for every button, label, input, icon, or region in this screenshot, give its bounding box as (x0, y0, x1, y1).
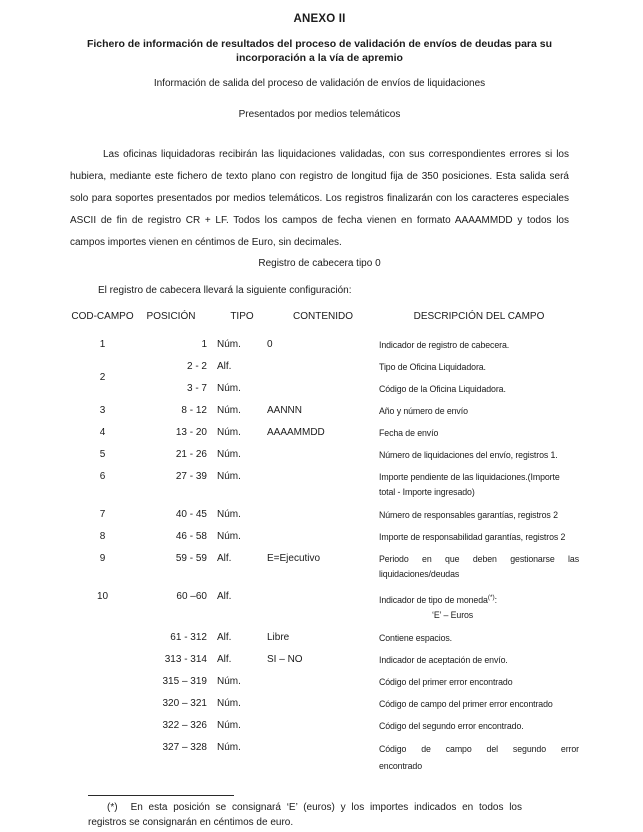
desc-line1: Importe pendiente de las liquidaciones.(Importe (379, 472, 560, 482)
header-cod-campo: COD-CAMPO (71, 311, 134, 322)
cell-cod: 3 (99, 405, 106, 416)
table-row (70, 530, 569, 544)
cell-desc: Número de responsables garantías, registros 2 (379, 510, 558, 520)
desc-text: Indicador de tipo de moneda (379, 595, 488, 605)
cell-cont (267, 530, 379, 544)
cell-desc: Importe de responsabilidad garantías, registros 2 (379, 532, 566, 542)
cell-cont (267, 470, 379, 500)
cell-tipo: Núm. (217, 471, 241, 482)
table-row (70, 508, 569, 522)
cell-cont: Libre (267, 632, 290, 643)
cell-cont: 0 (267, 339, 273, 350)
cell-pos: 313 - 314 (164, 654, 207, 665)
cell-pos: 46 - 58 (175, 531, 207, 542)
cell-cont: AANNN (267, 405, 303, 416)
cell-pos: 27 - 39 (175, 471, 207, 482)
cell-pos: 327 – 328 (162, 742, 207, 753)
cell-cont (267, 675, 379, 689)
desc-colon: : (494, 595, 498, 605)
cell-cont (267, 382, 379, 396)
cell-pos: 8 - 12 (181, 405, 207, 416)
cell-cod (70, 741, 135, 775)
cell-desc: Número de liquidaciones del envío, registros 1. (379, 450, 558, 460)
cell-pos: 322 – 326 (162, 720, 207, 731)
cell-desc (379, 470, 579, 500)
section-title: Registro de cabecera tipo 0 (258, 258, 381, 269)
annex-title: ANEXO II (293, 13, 346, 25)
cell-tipo: Núm. (217, 676, 241, 687)
cell-desc (379, 590, 579, 623)
config-intro: El registro de cabecera llevará la siguiente configuración: (98, 285, 352, 296)
cell-tipo: Alf. (217, 632, 232, 643)
cell-desc: Indicador de aceptación de envío. (379, 655, 508, 665)
cell-cod: 10 (96, 591, 109, 602)
footnote-rule (88, 795, 234, 796)
cell-tipo: Núm. (217, 742, 241, 753)
cell-tipo: Núm. (217, 427, 241, 438)
table-row (70, 470, 569, 500)
cell-pos: 315 – 319 (162, 676, 207, 687)
cell-tipo: Núm. (217, 449, 241, 460)
cell-cod: 6 (99, 471, 106, 482)
cell-cod: 4 (99, 427, 106, 438)
desc-line2: encontrado (379, 761, 423, 771)
table-row (70, 426, 569, 440)
cell-pos: 3 - 7 (186, 383, 207, 394)
footnote-text (88, 800, 522, 830)
cell-pos: 40 - 45 (175, 509, 207, 520)
cell-desc (379, 552, 579, 582)
desc-line2: liquidaciones/deudas (379, 569, 460, 579)
document-title: Fichero de información de resultados del proceso de validación de envíos de deudas para su incorporación a la vía de apremio (86, 38, 553, 64)
cell-desc: Indicador de registro de cabecera. (379, 340, 510, 350)
cell-tipo: Núm. (217, 531, 241, 542)
intro-paragraph: Las oficinas liquidadoras recibirán las liquidaciones validadas, con sus correspondientes errores si los hubiera, mediante este fichero de texto plano con registro de longitud fija de 350 posiciones. Esta salida será solo para soportes presentados por medios telemáticos. Los registros finalizarán con los caracteres especiales ASCII de fin de registro CR + LF. Todos los campos de fecha vienen en formato AAAAMMDD y todos los campos importes vienen en céntimos de Euro, sin decimales. (70, 149, 569, 248)
subtitle-channel: Presentados por medios telemáticos (238, 109, 401, 120)
records-table (70, 310, 579, 775)
footnote (70, 795, 569, 830)
cell-desc: Código del segundo error encontrado. (379, 721, 524, 731)
header-contenido: CONTENIDO (293, 311, 353, 322)
cell-cont (267, 697, 379, 711)
table-subrow (135, 360, 579, 374)
cell-cod (70, 675, 135, 689)
cell-pos: 13 - 20 (175, 427, 207, 438)
cell-cont (267, 508, 379, 522)
cell-pos: 2 - 2 (186, 361, 207, 372)
cell-tipo: Alf. (217, 654, 232, 665)
cell-tipo: Núm. (217, 720, 241, 731)
cell-cod: 2 (99, 372, 106, 383)
cell-pos: 1 (201, 339, 207, 350)
cell-cont (267, 360, 379, 374)
cell-pos: 21 - 26 (175, 449, 207, 460)
cell-cod (70, 631, 135, 645)
cell-cod: 7 (99, 509, 106, 520)
desc-line2: ‘E’ – Euros (432, 610, 474, 620)
cell-desc: Fecha de envío (379, 428, 439, 438)
cell-tipo: Alf. (217, 591, 232, 602)
footnote-ref: (*) (487, 594, 495, 601)
cell-cont (267, 741, 379, 775)
footnote-marker: (*) (107, 802, 118, 813)
cell-cont (267, 590, 379, 623)
cell-pos: 61 - 312 (170, 632, 207, 643)
cell-cod (70, 697, 135, 711)
cell-desc: Código de campo del primer error encontrado (379, 699, 553, 709)
table-row (70, 590, 569, 623)
cell-desc: Código del primer error encontrado (379, 677, 513, 687)
cell-cont: E=Ejecutivo (267, 553, 321, 564)
cell-cont (267, 719, 379, 733)
table-row (70, 741, 579, 775)
table-row (70, 448, 569, 462)
desc-line1 (379, 590, 579, 608)
table-row (70, 631, 569, 645)
table-subrow (135, 382, 579, 396)
cell-pos: 59 - 59 (175, 553, 207, 564)
cell-cod: 5 (99, 449, 106, 460)
cell-desc: Tipo de Oficina Liquidadora. (379, 362, 486, 372)
cell-tipo: Núm. (217, 509, 241, 520)
cell-tipo: Núm. (217, 339, 241, 350)
cell-cod: 8 (99, 531, 106, 542)
table-row (70, 697, 569, 711)
footnote-body: En esta posición se consignará ‘E’ (euros) y los importes indicados en todos los registros se consignarán en céntimos de euro. (88, 802, 522, 828)
desc-line2: total - Importe ingresado) (379, 487, 475, 497)
cell-pos: 320 – 321 (162, 698, 207, 709)
cell-cont (267, 448, 379, 462)
cell-pos: 60 –60 (176, 591, 207, 602)
header-descripcion: DESCRIPCIÓN DEL CAMPO (413, 311, 545, 322)
cell-cod: 9 (99, 553, 106, 564)
row-span-group (135, 360, 579, 396)
table-header-row (70, 310, 569, 323)
header-posicion: POSICIÓN (146, 311, 196, 322)
table-row (70, 653, 569, 667)
subtitle-output: Información de salida del proceso de validación de envíos de liquidaciones (153, 78, 486, 89)
cell-tipo: Alf. (217, 553, 232, 564)
table-row (70, 360, 569, 396)
table-row (70, 675, 569, 689)
cell-desc (379, 741, 579, 775)
table-row (70, 552, 579, 582)
cell-cont: SI – NO (267, 654, 303, 665)
desc-line1: Código de campo del segundo error (379, 744, 579, 754)
cell-cod: 1 (99, 339, 106, 350)
cell-desc: Código de la Oficina Liquidadora. (379, 384, 506, 394)
cell-tipo: Núm. (217, 383, 241, 394)
cell-tipo: Alf. (217, 361, 232, 372)
table-row (70, 338, 569, 352)
cell-desc: Contiene espacios. (379, 633, 453, 643)
cell-cod (70, 653, 135, 667)
table-row (70, 719, 569, 733)
header-tipo: TIPO (230, 311, 254, 322)
cell-desc: Año y número de envío (379, 406, 468, 416)
desc-line1: Periodo en que deben gestionarse las (379, 554, 579, 564)
cell-tipo: Núm. (217, 405, 241, 416)
table-row (70, 404, 569, 418)
cell-cod (70, 719, 135, 733)
cell-tipo: Núm. (217, 698, 241, 709)
cell-cont: AAAAMMDD (267, 427, 325, 438)
